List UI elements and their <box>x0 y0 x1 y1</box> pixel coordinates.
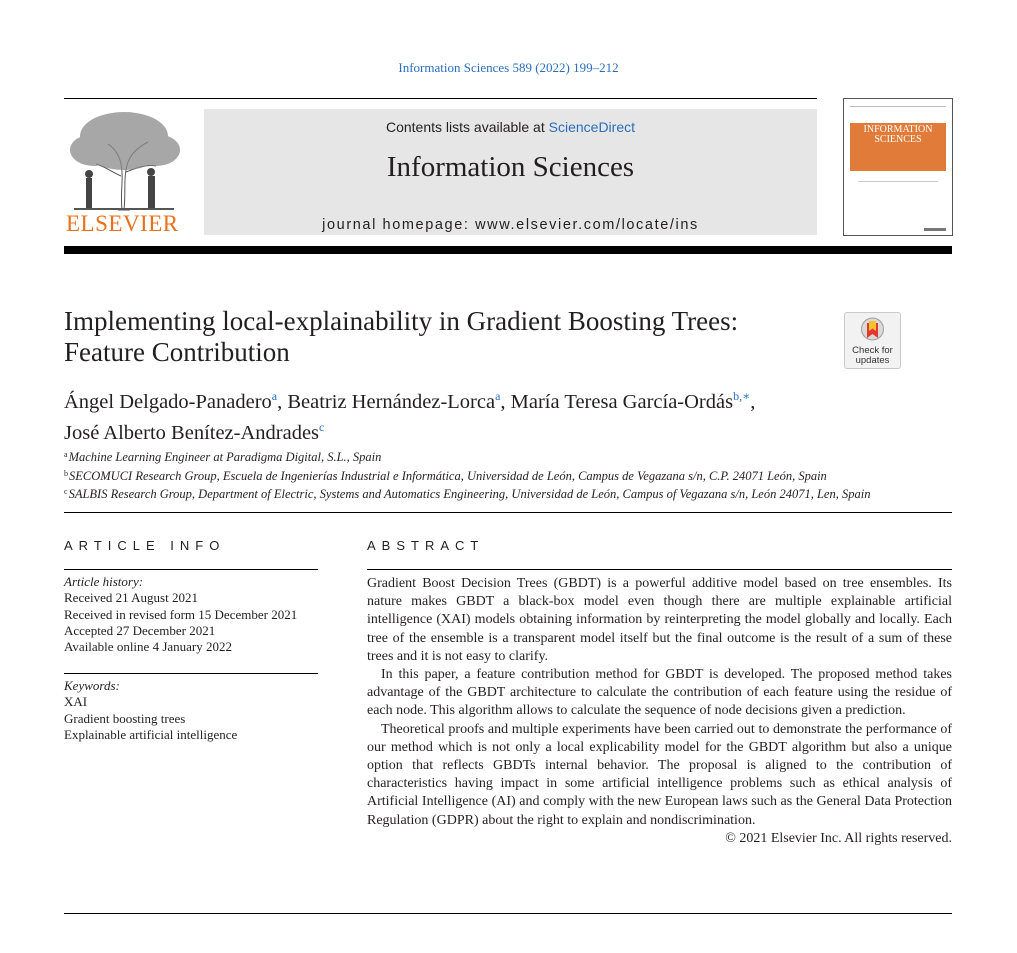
author-affiliation-marker[interactable]: b,∗ <box>733 389 751 403</box>
contents-line <box>204 119 817 135</box>
keywords-label: Keywords: <box>64 678 120 693</box>
affiliation-text: SALBIS Research Group, Department of Electric, Systems and Automatics Engineering, Universidad de León, Campus of Vegazana s/n, León 24071, Len, Spain <box>68 487 871 501</box>
author-name[interactable]: Ángel Delgado-Panadero <box>64 391 272 413</box>
elsevier-wordmark[interactable]: ELSEVIER <box>66 211 179 236</box>
abstract-paragraph: In this paper, a feature contribution method for GBDT is developed. The proposed method takes advantage of the GBDT architecture to calculate the contribution of each feature using the residue of each node. This algorithm allows to calculate the sequence of node decisions given a prediction. <box>367 667 952 719</box>
journal-banner <box>204 109 817 235</box>
keyword-item: Gradient boosting trees <box>64 710 186 726</box>
journal-citation[interactable]: Information Sciences 589 (2022) 199–212 <box>398 60 619 75</box>
author-affiliation-marker[interactable]: a <box>271 389 278 403</box>
article-history-label: Article history: <box>64 574 144 589</box>
keywords <box>64 678 324 743</box>
abstract-heading: ABSTRACT <box>367 538 485 553</box>
bookmark-ribbon-icon <box>859 317 886 345</box>
article-info-heading: ARTICLE INFO <box>64 538 226 553</box>
abstract-body <box>367 575 952 848</box>
journal-title: Information Sciences <box>386 151 635 183</box>
history-item: Received in revised form 15 December 2021 <box>64 606 298 622</box>
bottom-rule <box>64 913 952 914</box>
section-rule <box>64 512 952 513</box>
author-list <box>64 384 924 446</box>
header-thick-rule <box>64 246 952 254</box>
journal-homepage-link[interactable]: journal homepage: www.elsevier.com/locate/ins <box>322 217 699 233</box>
abstract-rule <box>367 569 952 570</box>
affiliation-text: Machine Learning Engineer at Paradigma Digital, S.L., Spain <box>68 450 382 464</box>
author-name[interactable]: Beatriz Hernández-Lorca <box>287 391 496 413</box>
affiliation-label: b <box>64 468 68 478</box>
author-separator: , <box>750 391 756 413</box>
affiliation-item <box>64 484 964 503</box>
author-affiliation-marker[interactable]: c <box>319 420 325 434</box>
cover-title: INFORMATION SCIENCES <box>863 124 933 145</box>
affiliation-label: c <box>64 487 68 496</box>
author-name[interactable]: María Teresa García-Ordás <box>510 391 734 413</box>
affiliation-label: a <box>64 450 68 459</box>
abstract-paragraph: Theoretical proofs and multiple experiments have been carried out to demonstrate the performance of our method which is not only a local explicability model for the GBDT algorithm but also a unique option that reflects GBDTs internal behavior. The proposal is aligned to the contribution of characteristics having impact in some artificial intelligence problems such as ethical analysis of Artificial Intelligence (AI) and comply with the new European laws such as the General Data Protection Regulation (GDPR) about the right to explain and nondiscrimination. <box>367 721 952 828</box>
history-item: Received 21 August 2021 <box>64 590 198 606</box>
cover-divider <box>858 181 938 182</box>
author-separator: , <box>277 391 288 413</box>
history-item: Accepted 27 December 2021 <box>64 622 216 638</box>
article-history <box>64 574 324 655</box>
check-for-updates-label: Check for updates <box>852 345 893 366</box>
keyword-item: Explainable artificial intelligence <box>64 726 238 742</box>
contents-prefix: Contents lists available at <box>385 119 545 135</box>
author-name[interactable]: José Alberto Benítez-Andrades <box>64 422 320 444</box>
paper-title: Implementing local-explainability in Gradient Boosting Trees: Feature Contribution <box>64 306 739 367</box>
affiliation-item <box>64 447 964 466</box>
abstract-paragraph: Gradient Boost Decision Trees (GBDT) is a powerful additive model based on tree ensembles. Its nature makes GBDT a black-box model even though there are multiple explainable artificial intelligence (XAI) models obtaining information by reinterpreting the model globally and locally. Each tree of the ensemble is a transparent model itself but the final outcome is the result of a sum of these trees and it is not easy to clarify. <box>367 576 952 664</box>
cover-footer-mark <box>924 228 946 231</box>
affiliations <box>64 447 964 503</box>
cover-header-line <box>850 103 946 107</box>
sciencedirect-link[interactable]: ScienceDirect <box>548 119 636 135</box>
author-affiliation-marker[interactable]: a <box>495 389 501 403</box>
check-for-updates-badge[interactable] <box>844 312 901 369</box>
history-item: Available online 4 January 2022 <box>64 639 232 655</box>
copyright-notice: © 2021 Elsevier Inc. All rights reserved. <box>725 830 952 846</box>
keywords-rule <box>64 673 318 674</box>
author-separator: , <box>500 391 511 413</box>
affiliation-item <box>64 466 964 485</box>
article-info-rule <box>64 569 318 570</box>
top-rule <box>64 98 817 99</box>
keyword-item: XAI <box>64 694 88 710</box>
affiliation-text: SECOMUCI Research Group, Escuela de Ingenierías Industrial e Informática, Universidad de León, Campus de Vegazana s/n, C.P. 24071 León, Spain <box>69 468 827 483</box>
journal-cover-thumbnail[interactable] <box>843 98 953 236</box>
